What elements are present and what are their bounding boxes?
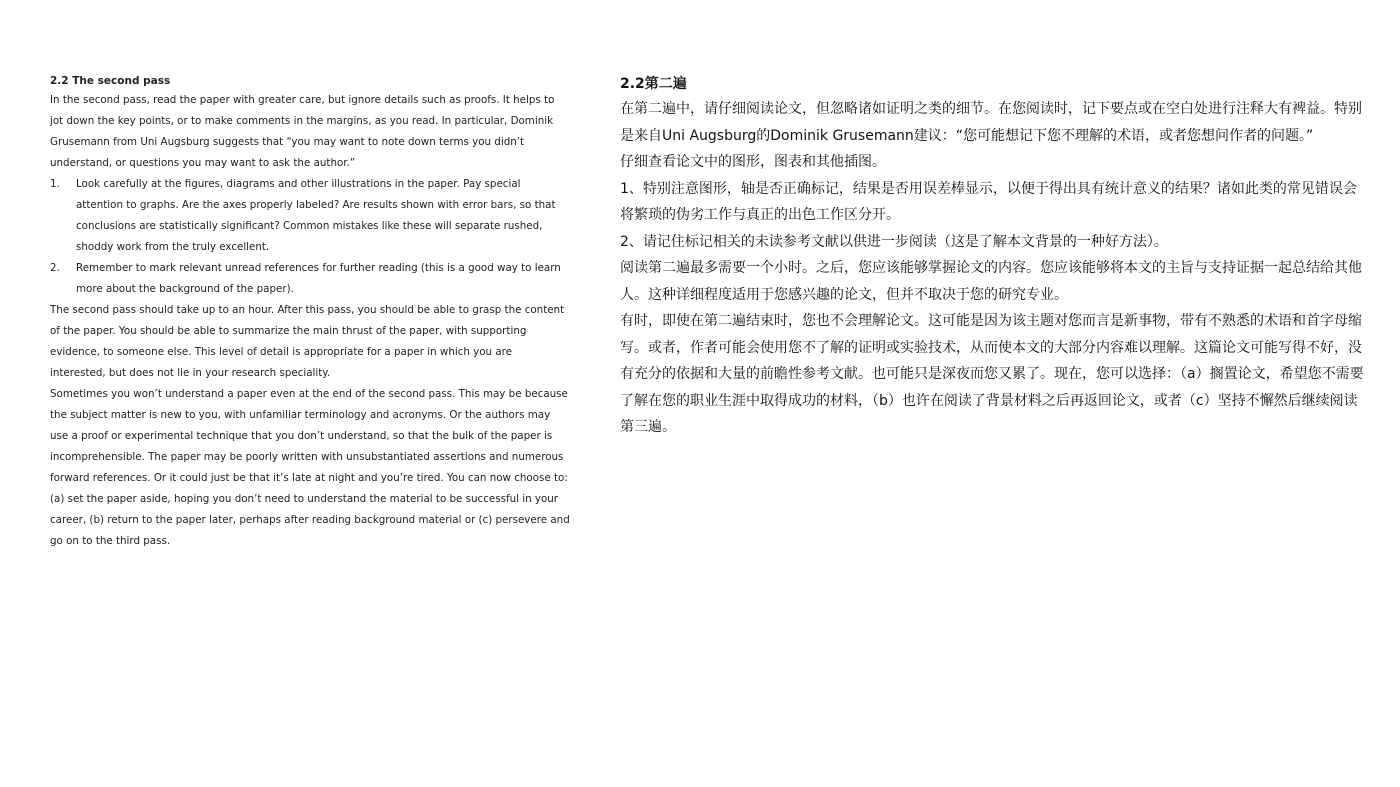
list-item-text: Look carefully at the figures, diagrams and other illustrations in the paper. Pay special attention to graphs. Are the axes properly labeled? Are results shown with error bars, so that conclusions are statistically significant? Common mistakes like these will separate rushed, shoddy work from the truly excellent. [76, 178, 556, 253]
list-item [50, 174, 570, 258]
chinese-paragraph-item-1: 1、特别注意图形，轴是否正确标记，结果是否用误差棒显示，以便于得出具有统计意义的结果？诸如此类的常见错误会将繁琐的伪劣工作与真正的出色工作区分开。 [620, 180, 1357, 223]
chinese-paragraph-intro: 在第二遍中，请仔细阅读论文，但忽略诸如证明之类的细节。在您阅读时，记下要点或在空白处进行注释大有裨益。特别是来自Uni Augsburg的Dominik Grusemann建议：“您可能想记下您不理解的术语，或者您想问作者的问题。” [620, 101, 1362, 144]
list-item-number: 2. [50, 262, 60, 274]
chinese-heading: 2.2第二遍 [620, 76, 687, 92]
english-column [50, 72, 570, 552]
chinese-paragraph-item-2: 2、请记住标记相关的未读参考文献以供进一步阅读（这是了解本文背景的一种好方法）。 [620, 233, 1168, 250]
english-intro-paragraph: In the second pass, read the paper with greater care, but ignore details such as proofs. It helps to jot down the key points, or to make comments in the margins, as you read. In particular, Dominik Grusemann from Uni Augsburg suggests that “you may want to note down terms you didn’t understand, or questions you may want to ask the author.” [50, 94, 555, 169]
english-heading: 2.2 The second pass [50, 75, 171, 87]
chinese-paragraph-time: 阅读第二遍最多需要一个小时。之后，您应该能够掌握论文的内容。您应该能够将本文的主旨与支持证据一起总结给其他人。这种详细程度适用于您感兴趣的论文，但并不取决于您的研究专业。 [620, 260, 1362, 303]
english-paragraph-options: Sometimes you won’t understand a paper even at the end of the second pass. This may be because the subject matter is new to you, with unfamiliar terminology and acronyms. Or the authors may use a proof or experimental technique that you don’t understand, so that the bulk of the paper is incomprehensible. The paper may be poorly written with unsubstantiated assertions and numerous forward references. Or it could just be that it’s late at night and you’re tired. You can now choose to: (a) set the paper aside, hoping you don’t need to understand the material to be successful in your career, (b) return to the paper later, perhaps after reading background material or (c) persevere and go on to the third pass. [50, 388, 570, 547]
chinese-paragraph-figures: 仔细查看论文中的图形，图表和其他插图。 [620, 154, 886, 170]
chinese-paragraph-options: 有时，即使在第二遍结束时，您也不会理解论文。这可能是因为该主题对您而言是新事物，带有不熟悉的术语和首字母缩写。或者，作者可能会使用您不了解的证明或实验技术，从而使本文的大部分内容难以理解。这篇论文可能写得不好，没有充分的依据和大量的前瞻性参考文献。也可能只是深夜而您又累了。现在，您可以选择：（a）搁置论文，希望您不需要了解在您的职业生涯中取得成功的材料，（b）也许在阅读了背景材料之后再返回论文，或者（c）坚持不懈然后继续阅读第三遍。 [620, 313, 1364, 435]
chinese-column [620, 72, 1365, 441]
english-numbered-list [50, 174, 570, 300]
english-paragraph-time: The second pass should take up to an hour. After this pass, you should be able to grasp the content of the paper. You should be able to summarize the main thrust of the paper, with supporting evidence, to someone else. This level of detail is appropriate for a paper in which you are interested, but does not lie in your research speciality. [50, 304, 565, 379]
list-item-number: 1. [50, 178, 60, 190]
list-item [50, 258, 570, 300]
list-item-text: Remember to mark relevant unread references for further reading (this is a good way to learn more about the background of the paper). [76, 262, 561, 295]
